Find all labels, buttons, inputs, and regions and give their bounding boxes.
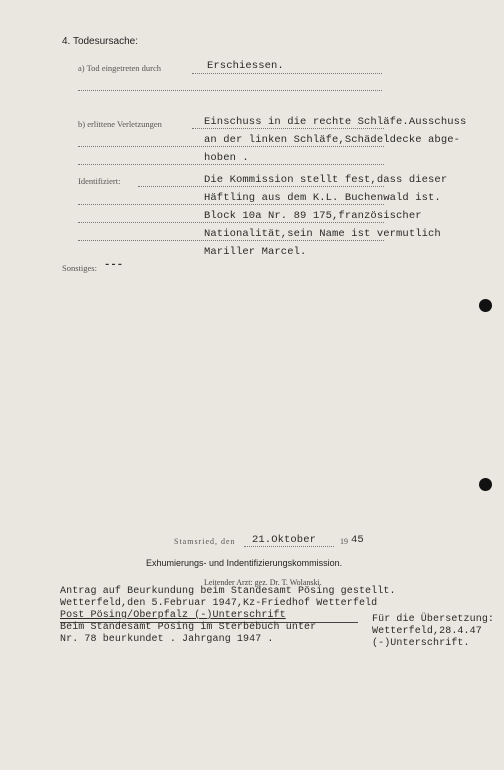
footer-line-5: Nr. 78 beurkundet . Jahrgang 1947 . <box>60 634 274 645</box>
translation-line-2: Wetterfeld,28.4.47 <box>372 626 482 637</box>
translation-line-1: Für die Übersetzung: <box>372 614 495 625</box>
doctor-signature-line: Leitender Arzt: gez. Dr. T. Wolanski. <box>204 578 322 587</box>
identified-line-1: Die Kommission stellt fest,dass dieser <box>204 174 448 186</box>
year-typed: 45 <box>351 534 364 546</box>
footer-line-2: Wetterfeld,den 5.Februar 1947,Kz-Friedhof Wetterfeld <box>60 598 378 609</box>
date-dotline <box>244 546 334 547</box>
identified-dotline-4 <box>78 240 384 241</box>
identified-line-4: Nationalität,sein Name ist vermutlich <box>204 228 441 240</box>
injuries-dotline-2 <box>78 146 384 147</box>
cause-dotline <box>192 73 382 74</box>
place-date-prefix: Stamsried, den <box>174 537 236 546</box>
identified-dotline-1 <box>138 186 384 187</box>
punch-hole-bottom <box>479 478 492 491</box>
commission-name: Exhumierungs- und Indentifizierungskommission. <box>146 558 343 568</box>
year-prefix: 19 <box>340 537 348 546</box>
other-value: --- <box>104 259 124 271</box>
footer-line-1: Antrag auf Beurkundung beim Standesamt Pösing gestellt. <box>60 586 396 597</box>
identified-line-2: Häftling aus dem K.L. Buchenwald ist. <box>204 192 441 204</box>
footer-line-3: Post Pösing/Oberpfalz (-)Unterschrift <box>60 610 286 621</box>
injuries-line-1: Einschuss in die rechte Schläfe.Ausschuss <box>204 116 467 128</box>
cause-dotline-2 <box>78 90 382 91</box>
other-label: Sonstiges: <box>62 263 97 273</box>
date-typed: 21.Oktober <box>252 534 317 546</box>
identified-line-5: Mariller Marcel. <box>204 246 307 258</box>
identified-dotline-3 <box>78 222 384 223</box>
identified-label: Identifiziert: <box>78 176 121 186</box>
identified-dotline-2 <box>78 204 384 205</box>
injuries-label: b) erlittene Verletzungen <box>78 119 162 129</box>
injuries-line-2: an der linken Schläfe,Schädeldecke abge- <box>204 134 461 146</box>
translation-line-3: (-)Unterschrift. <box>372 638 470 649</box>
identified-line-3: Block 10a Nr. 89 175,französischer <box>204 210 422 222</box>
section-heading: 4. Todesursache: <box>62 36 138 47</box>
injuries-dotline-3 <box>78 164 384 165</box>
punch-hole-top <box>479 299 492 312</box>
cause-label: a) Tod eingetreten durch <box>78 63 162 73</box>
footer-line-4: Beim Standesamt Pösing im Sterbebuch unter <box>60 622 317 633</box>
cause-value: Erschiessen. <box>207 60 284 72</box>
injuries-dotline-1 <box>192 128 384 129</box>
injuries-line-3: hoben . <box>204 152 249 164</box>
